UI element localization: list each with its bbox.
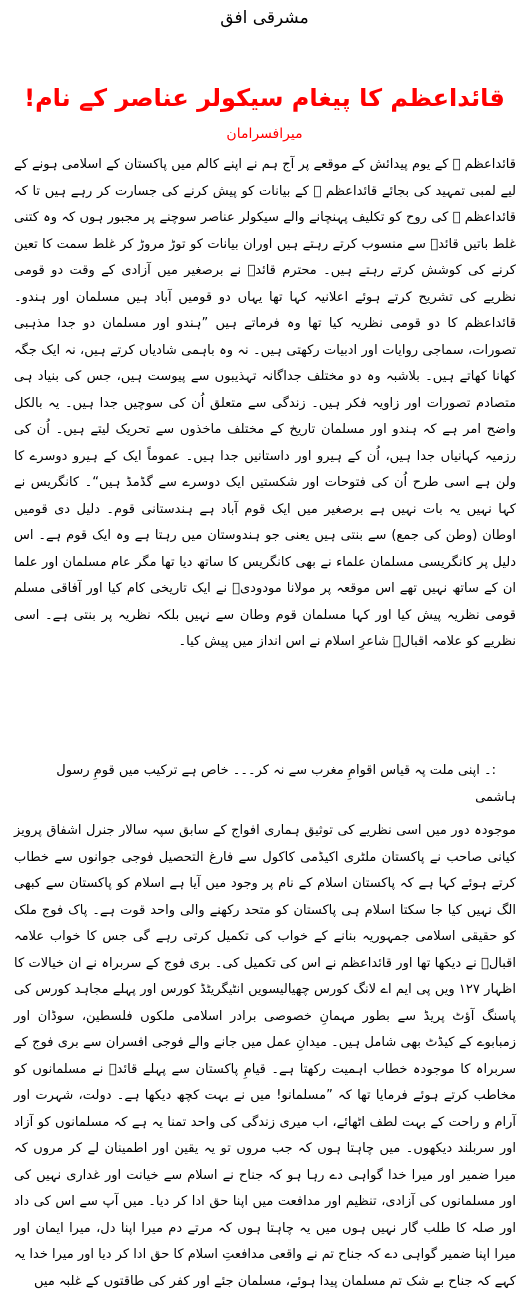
paragraph-1: قائداعظم ؒ کے یوم پیدائش کے موقعے پر آج ہم نے اپنے کالم میں پاکستان کے اسلامی ہونے کے لیے لمبی تمہید کی بجائے قائداعظم ؒ کے بیانات کو پیش کرنے کی جسارت کر رہے ہیں تا کہ قائداعظم ؒ کی روح کو تکلیف پہنچانے والے سیکولر عناصر سوچنے پر مجبور ہوں کہ وہ کتنی غلط باتیں قائدؒ سے منسوب کرتے رہتے ہیں اوران بیانات کو توڑ مروڑ کر غلط سمت کا تعین کرنے کی کوشش کرتے رہتے ہیں۔ محترم قائدؒ نے برصغیر میں آزادی کے وقت دو قومی نظریے کی تشریح کرتے ہوئے اعلانیہ کہا تھا یہاں دو قومیں آباد ہیں مسلمان اور ہندو۔ قائداعظم کا دو قومی نظریہ کیا تھا وہ فرماتے ہیں ”ہندو اور مسلمان دو جدا مذہبی تصورات، سماجی روایات اور ادبیات رکھتی ہیں۔ نہ وہ باہمی شادیاں کرتے ہیں، نہ ایک جگہ کھانا کھاتے ہیں۔ بلاشبہ وہ دو مختلف جداگانہ تہذیبوں سے پیوست ہیں، جس کی بنیاد ہی متصادم تصورات اور زاویہ فکر ہیں۔ زندگی سے متعلق اُن کی سوچیں جدا ہیں۔ یہ بالکل واضح امر ہے کہ ہندو اور مسلمان تاریخ کے مختلف ماخذوں سے تحریک لیتے ہیں۔ اُن کی رزمیہ کہانیاں جدا ہیں، اُن کے ہیرو اور داستانیں جدا ہیں۔ عموماً ایک کے ہیرو دوسرے کا ولن ہے اسی طرح اُن کی فتوحات اور شکستیں ایک دوسرے سے گڈمڈ ہیں“۔ کانگریس نے کہا نہیں یہ بات نہیں ہے برصغیر میں ایک قوم آباد ہے ہندستانی قوم۔ دلیل دی قومیں اوطان (وطن کی جمع) سے بنتی ہیں یعنی جو ہندوستان میں رہتا ہے وہ ایک قوم ہے۔ اس دلیل پر کانگریسی مسلمان علماء نے بھی کانگریس کا ساتھ دیا تھا مگر عام مسلمان اور علما ان کے ساتھ نہیں تھے اس موقعہ پر مولانا مودودیؒ نے ایک تاریخی کام کیا اور آفاقی مسلم قومی نظریہ پیش کیا اور کہا مسلمان قوم وطان سے نہیں بلکہ نظریہ پر بنتی ہے۔ اسی نظریے کو علامہ اقبالؒ شاعرِ اسلام نے اس انداز میں پیش کیا۔ — [14, 157, 516, 649]
section-header: مشرقی افق — [220, 8, 309, 28]
verse-line: :۔ اپنی ملت پہ قیاس اقوامِ مغرب سے نہ کر۔۔۔ خاص ہے ترکیب میں قومِ رسول — [56, 763, 496, 778]
article-headline: قائداعظم کا پیغام سیکولر عناصر کے نام! — [24, 84, 505, 112]
paragraph-2: موجودہ دور میں اسی نظریے کی توثیق ہماری افواج کے سابق سپہ سالار جنرل اشفاق پرویز کیانی صاحب نے پاکستان ملٹری اکیڈمی کاکول سے فارغ التحصیل فوجی جوانوں سے خطاب کرتے ہوئے کہا ہے کہ پاکستان اسلام کے نام پر وجود میں آیا ہے اسلام کو پاکستان سے کبھی الگ نہیں کیا جا سکتا اسلام ہی پاکستان کو متحد رکھنے والی واحد قوت ہے۔ پاک فوج ملک کو حقیقی اسلامی جمہوریہ بنانے کے خواب کی تکمیل کرتی رہے گی جس کا خواب علامہ اقبالؒ نے دیکھا تھا اور قائداعظم نے اس کی تکمیل کی۔ بری فوج کے سربراہ نے ان خیالات کا اظہار ۱۲۷ ویں پی ایم اے لانگ کورس چھیالیسویں انٹیگریٹڈ کورس اور پہلے مجاہد کورس کی پاسنگ آؤٹ پریڈ سے بطور مہمانِ خصوصی برادر اسلامی ملکوں فلسطین، سوڈان اور زمبابوے کے کیڈٹ بھی شامل ہیں۔ میدانِ عمل میں جانے والے فوجی افسران سے بری فوج کے سربراہ کا موجودہ خطاب اہمیت رکھتا ہے۔ قیامِ پاکستان سے پہلے قائدؒ نے مسلمانوں کو مخاطب کرتے ہوئے فرمایا تھا کہ ”مسلمانو! میں نے بہت کچھ دیکھا ہے۔ دولت، شہرت اور آرام و راحت کے بہت لطف اٹھائے، اب میری زندگی کی واحد تمنا یہ ہے کہ مسلمانوں کو آزاد اور سربلند دیکھوں۔ میں چاہتا ہوں کہ جب مروں تو یہ یقین اور اطمینان لے کر مروں کہ میرا ضمیر اور میرا خدا گواہی دے رہا ہو کہ جناح نے اسلام سے خیانت اور غداری نہیں کی اور مسلمانوں کی آزادی، تنظیم اور مدافعت میں اپنا حق ادا کر دیا۔ میں آپ سے اس کی داد اور صلہ کا طلب گار نہیں ہوں میں یہ چاہتا ہوں کہ مرتے دم میرا اپنا دل، میرا ایمان اور میرا اپنا ضمیر گواہی دے کہ جناح تم نے واقعی مدافعتِ اسلام کا حق ادا کر دیا اور میرا خدا یہ کہے کہ جناح بے شک تم مسلمان پیدا ہوئے، مسلمان جئے اور کفر کی طاقتوں کے غلبہ میں — [14, 823, 516, 1289]
verse-author: ہاشمی — [475, 789, 516, 805]
author-byline: میرافسرامان — [226, 126, 303, 142]
article-body-second — [14, 818, 516, 1289]
poetry-verse — [14, 758, 516, 811]
article-body-first — [14, 152, 516, 656]
